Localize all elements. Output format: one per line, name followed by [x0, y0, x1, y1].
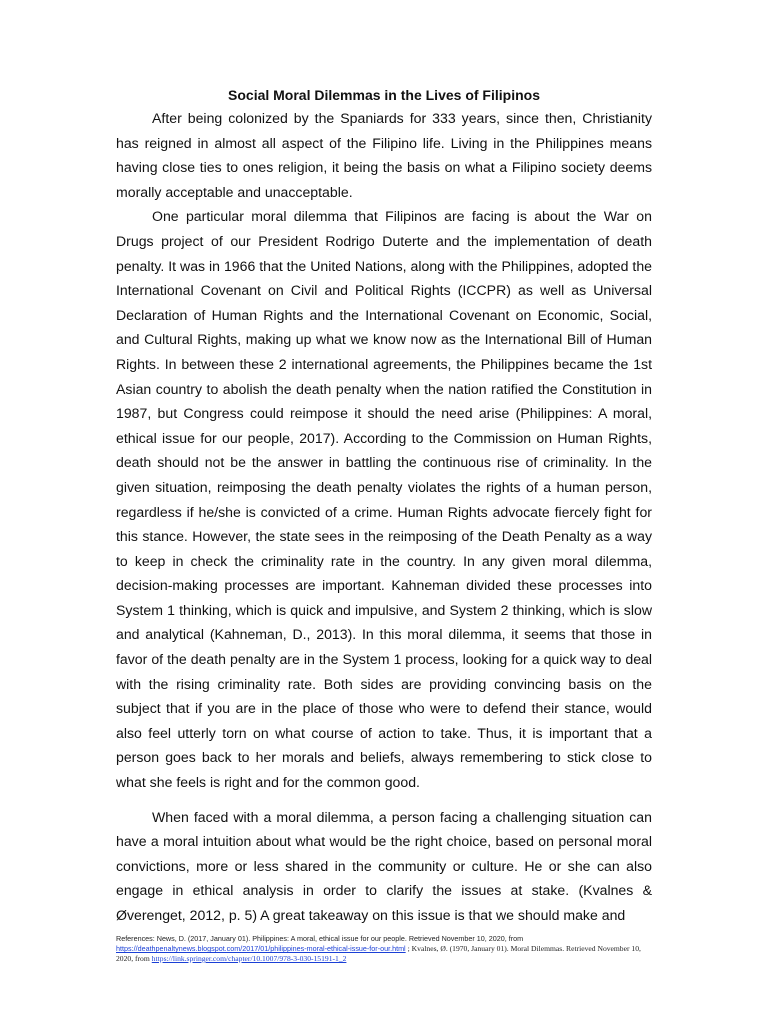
paragraph-1: After being colonized by the Spaniards for 333 years, since then, Christianity has reigned in almost all aspect of the Filipino life. Living in the Philippines means having close ties to ones religion, it being the basis on what a Filipino society deems morally acceptable and unacceptable. — [116, 110, 652, 200]
reference-link-2[interactable]: https://link.springer.com/chapter/10.1007/978-3-030-15191-1_2 — [151, 954, 347, 963]
references-footer — [116, 934, 656, 964]
paragraph-2: One particular moral dilemma that Filipinos are facing is about the War on Drugs project of our President Rodrigo Duterte and the implementation of death penalty. It was in 1966 that the United Nations, along with the Philippines, adopted the International Covenant on Civil and Political Rights (ICCPR) as well as Universal Declaration of Human Rights and the International Covenant on Economic, Social, and Cultural Rights, making up what we know now as the International Bill of Human Rights. In between these 2 international agreements, the Philippines became the 1st Asian country to abolish the death penalty when the nation ratified the Constitution in 1987, but Congress could reimpose it should the need arise (Philippines: A moral, ethical issue for our people, 2017). According to the Commission on Human Rights, death should not be the answer in battling the continuous rise of criminality. In the given situation, reimposing the death penalty violates the rights of a human person, regardless if he/she is convicted of a crime. Human Rights advocate fiercely fight for this stance. However, the state sees in the reimposing of the Death Penalty as a way to keep in check the criminality rate in the country. In any given moral dilemma, decision-making processes are important. Kahneman divided these processes into System 1 thinking, which is quick and impulsive, and System 2 thinking, which is slow and analytical (Kahneman, D., 2013). In this moral dilemma, it seems that those in favor of the death penalty are in the System 1 process, looking for a quick way to deal with the rising criminality rate. Both sides are providing convincing basis on the subject that if you are in the place of those who were to defend their stance, would also feel utterly torn on what course of action to take. Thus, it is important that a person goes back to her morals and beliefs, always remembering to stick close to what she feels is right and for the common good. — [116, 208, 652, 791]
document-title: Social Moral Dilemmas in the Lives of Filipinos — [228, 87, 540, 103]
document-body — [116, 106, 652, 928]
reference-text-1: References: News, D. (2017, January 01). Philippines: A moral, ethical issue for our people. Retrieved November 10, 2020, from — [116, 934, 524, 943]
reference-text-2: ; Kvalnes, Ø. (1970, January 01). Moral Dilemmas. Retrieved November 10, 2020, from — [116, 944, 641, 963]
reference-link-1[interactable]: https://deathpenaltynews.blogspot.com/2017/01/philippines-moral-ethical-issue-for-our.html — [116, 944, 406, 953]
paragraph-3: When faced with a moral dilemma, a person facing a challenging situation can have a moral intuition about what would be the right choice, based on personal moral convictions, more or less shared in the community or culture. He or she can also engage in ethical analysis in order to clarify the issues at stake. (Kvalnes & Øverenget, 2012, p. 5) A great takeaway on this issue is that we should make and — [116, 808, 652, 923]
